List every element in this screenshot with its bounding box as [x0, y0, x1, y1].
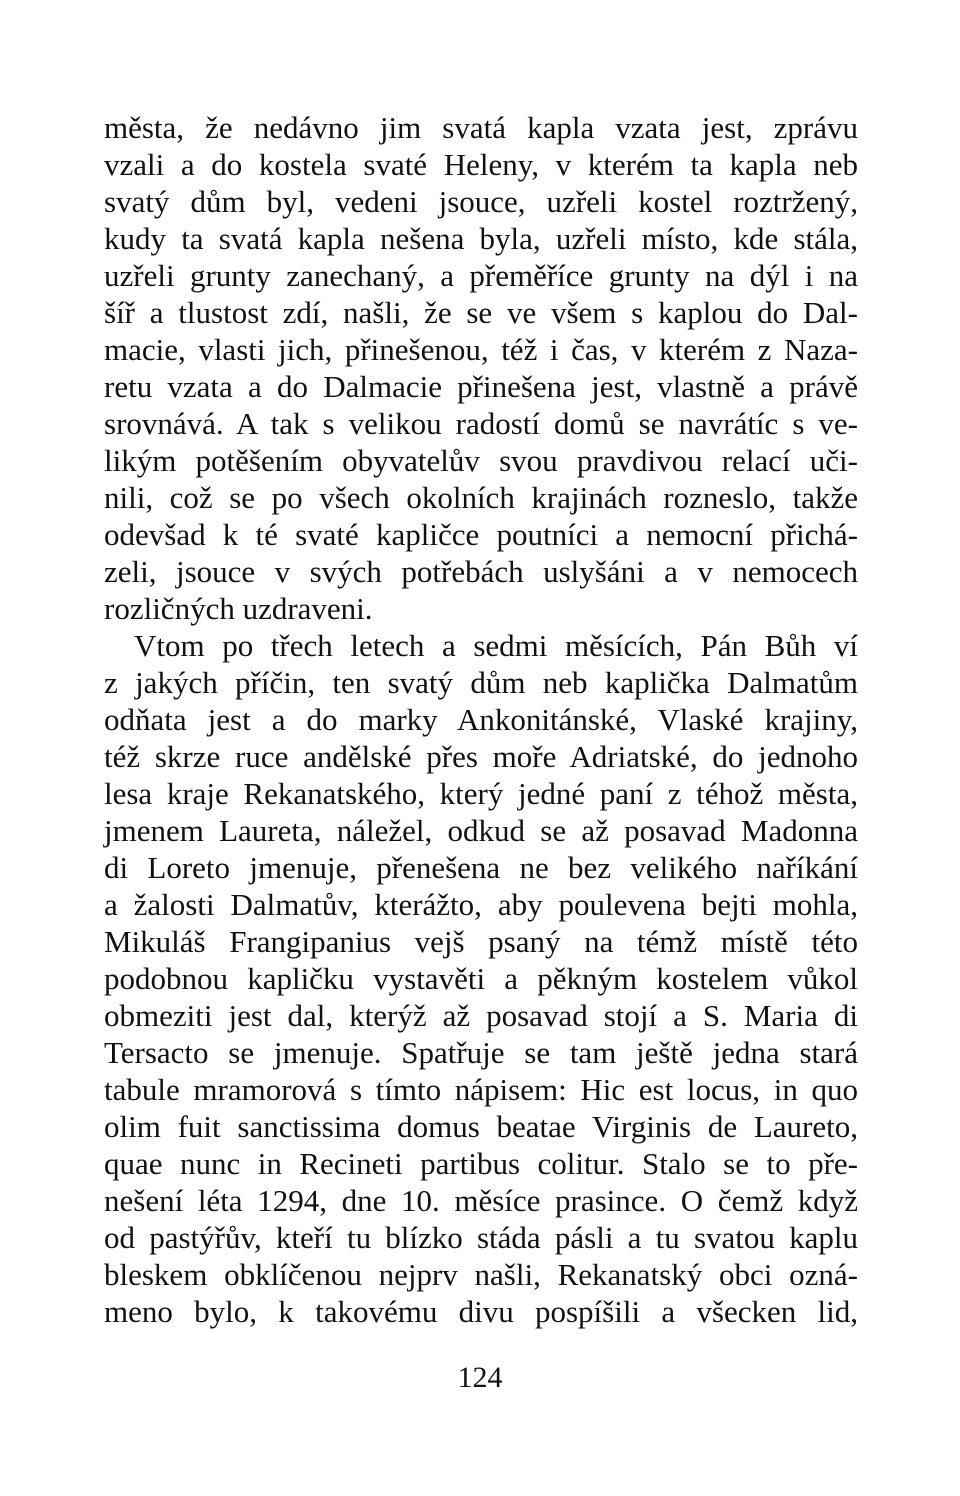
text-line: též skrze ruce andělské přes moře Adriatské, do jednoho — [104, 739, 858, 774]
page-number: 124 — [457, 1361, 503, 1394]
text-line: svatý dům byl, vedeni jsouce, uzřeli kostel roztržený, — [104, 184, 858, 219]
text-line: odevšad k té svaté kapličce poutníci a nemocní přichá- — [104, 517, 858, 552]
text-line: jmenem Laureta, náležel, odkud se až posavad Madonna — [104, 813, 858, 848]
text-line: podobnou kapličku vystavěti a pěkným kostelem vůkol — [104, 961, 858, 996]
text-line: odňata jest a do marky Ankonitánské, Vlaské krajiny, — [104, 702, 858, 737]
text-line: uzřeli grunty zanechaný, a přeměříce grunty na dýl i na — [104, 258, 858, 293]
text-line: di Loreto jmenuje, přenešena ne bez velikého naříkání — [104, 850, 858, 885]
text-line: tabule mramorová s tímto nápisem: Hic est locus, in quo — [104, 1072, 858, 1107]
text-line: srovnává. A tak s velikou radostí domů se navrátíc s ve- — [104, 406, 858, 441]
text-line: lesa kraje Rekanatského, který jedné paní z téhož města, — [104, 776, 858, 811]
text-line: města, že nedávno jim svatá kapla vzata jest, zprávu — [104, 110, 858, 145]
text-line: zeli, jsouce v svých potřebách uslyšáni a v nemocech — [104, 554, 858, 589]
paragraph-first-line: Vtom po třech letech a sedmi měsících, Pán Bůh ví — [134, 628, 858, 663]
text-line: z jakých příčin, ten svatý dům neb kaplička Dalmatům — [104, 665, 858, 700]
text-line: macie, vlasti jich, přinešenou, též i čas, v kterém z Naza- — [104, 332, 858, 367]
text-line: vzali a do kostela svaté Heleny, v kterém ta kapla neb — [104, 147, 858, 182]
text-line: a žalosti Dalmatův, kterážto, aby poulevena bejti mohla, — [104, 887, 858, 922]
text-line: bleskem obklíčenou nejprv našli, Rekanatský obci ozná- — [104, 1257, 858, 1292]
text-line: nili, což se po všech okolních krajinách rozneslo, takže — [104, 480, 858, 515]
text-line: Tersacto se jmenuje. Spatřuje se tam ještě jedna stará — [104, 1035, 858, 1070]
text-line: quae nunc in Recineti partibus colitur. Stalo se to pře- — [104, 1146, 858, 1181]
text-line: rozličných uzdraveni. — [104, 591, 373, 626]
text-line: likým potěšením obyvatelův svou pravdivou relací uči- — [104, 443, 858, 478]
text-line: meno bylo, k takovému divu pospíšili a všecken lid, — [104, 1294, 858, 1329]
text-line: retu vzata a do Dalmacie přinešena jest, vlastně a právě — [104, 369, 858, 404]
text-line: šíř a tlustost zdí, našli, že se ve všem s kaplou do Dal- — [104, 295, 858, 330]
text-line: od pastýřův, kteří tu blízko stáda pásli a tu svatou kaplu — [104, 1220, 858, 1255]
text-line: obmeziti jest dal, kterýž až posavad stojí a S. Maria di — [104, 998, 858, 1033]
text-line: Mikuláš Frangipanius vejš psaný na témž místě této — [104, 924, 858, 959]
text-line: kudy ta svatá kapla nešena byla, uzřeli místo, kde stála, — [104, 221, 858, 256]
text-line: olim fuit sanctissima domus beatae Virginis de Laureto, — [104, 1109, 858, 1144]
text-line: nešení léta 1294, dne 10. měsíce prasince. O čemž když — [104, 1183, 858, 1218]
